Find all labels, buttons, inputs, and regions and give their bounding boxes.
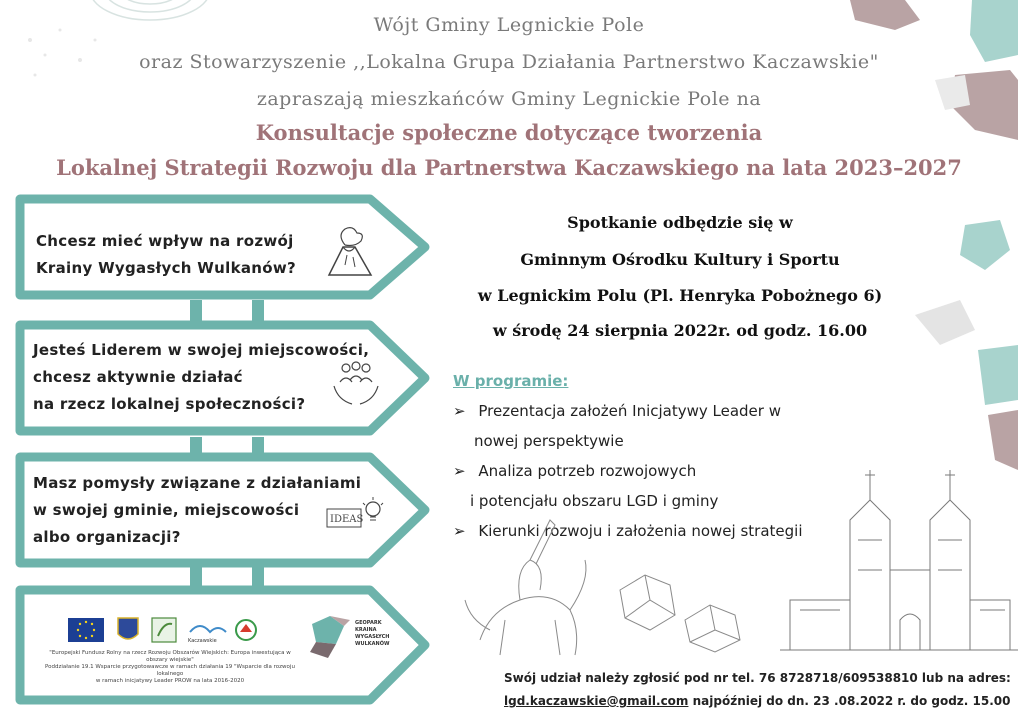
program-item-1-text: Prezentacja założeń Inicjatywy Leader w — [478, 402, 781, 420]
geopark-text-3: WYGASŁYCH — [355, 634, 390, 640]
sign-1-line-1: Chcesz mieć wpływ na rozwój — [36, 232, 294, 250]
contact-deadline: najpóźniej do dn. 23 .08.2022 r. do godz. 15.00 — [688, 694, 1011, 708]
geopark-text-2: KRAINA — [355, 627, 377, 633]
leader-logo — [152, 618, 176, 642]
rock-sketch-2 — [685, 605, 740, 652]
knight-sketch — [465, 520, 586, 655]
program-item-2-text: Analiza potrzeb rozwojowych — [478, 462, 697, 480]
sign-2-line-1: Jesteś Liderem w swojej miejscowości, — [33, 341, 370, 359]
funding-caption-2: Poddziałanie 19.1 Wsparcie przygotowawcze w ramach działania 19 "Wsparcie dla rozwoju lokalnego — [45, 664, 295, 677]
sign-3-line-2: w swojej gminie, miejscowości — [33, 501, 300, 519]
meeting-line-2: Gminnym Ośrodku Kultury i Sportu — [520, 250, 840, 269]
sign-3-line-1: Masz pomysły związane z działaniami — [33, 474, 362, 492]
organizer-line: Wójt Gminy Legnickie Pole — [373, 14, 645, 36]
church-sketch — [780, 470, 1018, 650]
grey-shape-right — [915, 300, 975, 345]
kaczawskie-logo — [190, 626, 226, 632]
kaczawskie-label: Kaczawskie — [188, 638, 217, 644]
meeting-line-4: w środę 24 sierpnia 2022r. od godz. 16.00 — [492, 321, 868, 340]
funding-caption-3: w ramach inicjatywy Leader PROW na lata 2016-2020 — [95, 678, 245, 684]
sign-1-line-2: Krainy Wygasłych Wulkanów? — [36, 259, 297, 277]
meeting-line-3: w Legnickim Polu (Pl. Henryka Pobożnego 6) — [477, 286, 883, 305]
rock-sketch-1 — [620, 575, 675, 630]
funding-caption-1: "Europejski Fundusz Rolny na rzecz Rozwoju Obszarów Wiejskich: Europa inwestująca w obszary wiejskie" — [49, 650, 291, 663]
teal-shape-right-mid — [960, 220, 1010, 270]
ideas-label: IDEAS — [330, 514, 364, 525]
association-line: oraz Stowarzyszenie ,,Lokalna Grupa Działania Partnerstwo Kaczawskie" — [139, 51, 879, 73]
geopark-text-1: GEOPARK — [355, 620, 382, 626]
contact-line-1: Swój udział należy zgłosić pod nr tel. 76 8728718/609538810 lub na adres: — [504, 671, 1011, 685]
geopark-logo — [306, 614, 352, 660]
sketch-illustrations — [460, 460, 1018, 665]
sign-3-line-3: albo organizacji? — [33, 528, 181, 546]
invite-line: zapraszają mieszkańców Gminy Legnickie Pole na — [256, 88, 762, 110]
sign-2-line-2: chcesz aktywnie działać — [33, 368, 243, 386]
bullet-arrow-icon: ➢ — [453, 522, 466, 540]
program-item-3-text: Kierunki rozwoju i założenia nowej strategii — [478, 522, 803, 540]
sign-2-line-3: na rzecz lokalnej społeczności? — [33, 395, 306, 413]
ideas-bulb-icon — [325, 495, 385, 540]
bullet-arrow-icon: ➢ — [453, 462, 466, 480]
program-heading: W programie: — [453, 372, 569, 390]
title-line-2: Lokalnej Strategii Rozwoju dla Partnerstwa Kaczawskiego na lata 2023–2027 — [56, 155, 962, 180]
program-item-1 — [453, 402, 781, 420]
program-item-2-cont: i potencjału obszaru LGD i gminy — [470, 492, 719, 510]
teal-shape-right-low — [978, 345, 1018, 405]
program-item-1-cont: nowej perspektywie — [474, 432, 624, 450]
volcano-icon — [325, 225, 375, 280]
meeting-line-1: Spotkanie odbędzie się w — [567, 213, 793, 232]
geopark-text-4: WULKANÓW — [355, 641, 390, 647]
coat-of-arms-logo — [118, 618, 138, 639]
contact-email-link[interactable]: lgd.kaczawskie@gmail.com — [504, 694, 689, 708]
bullet-arrow-icon: ➢ — [453, 402, 466, 420]
title-line-1: Konsultacje społeczne dotyczące tworzenia — [255, 120, 763, 145]
community-hands-icon — [332, 360, 380, 408]
